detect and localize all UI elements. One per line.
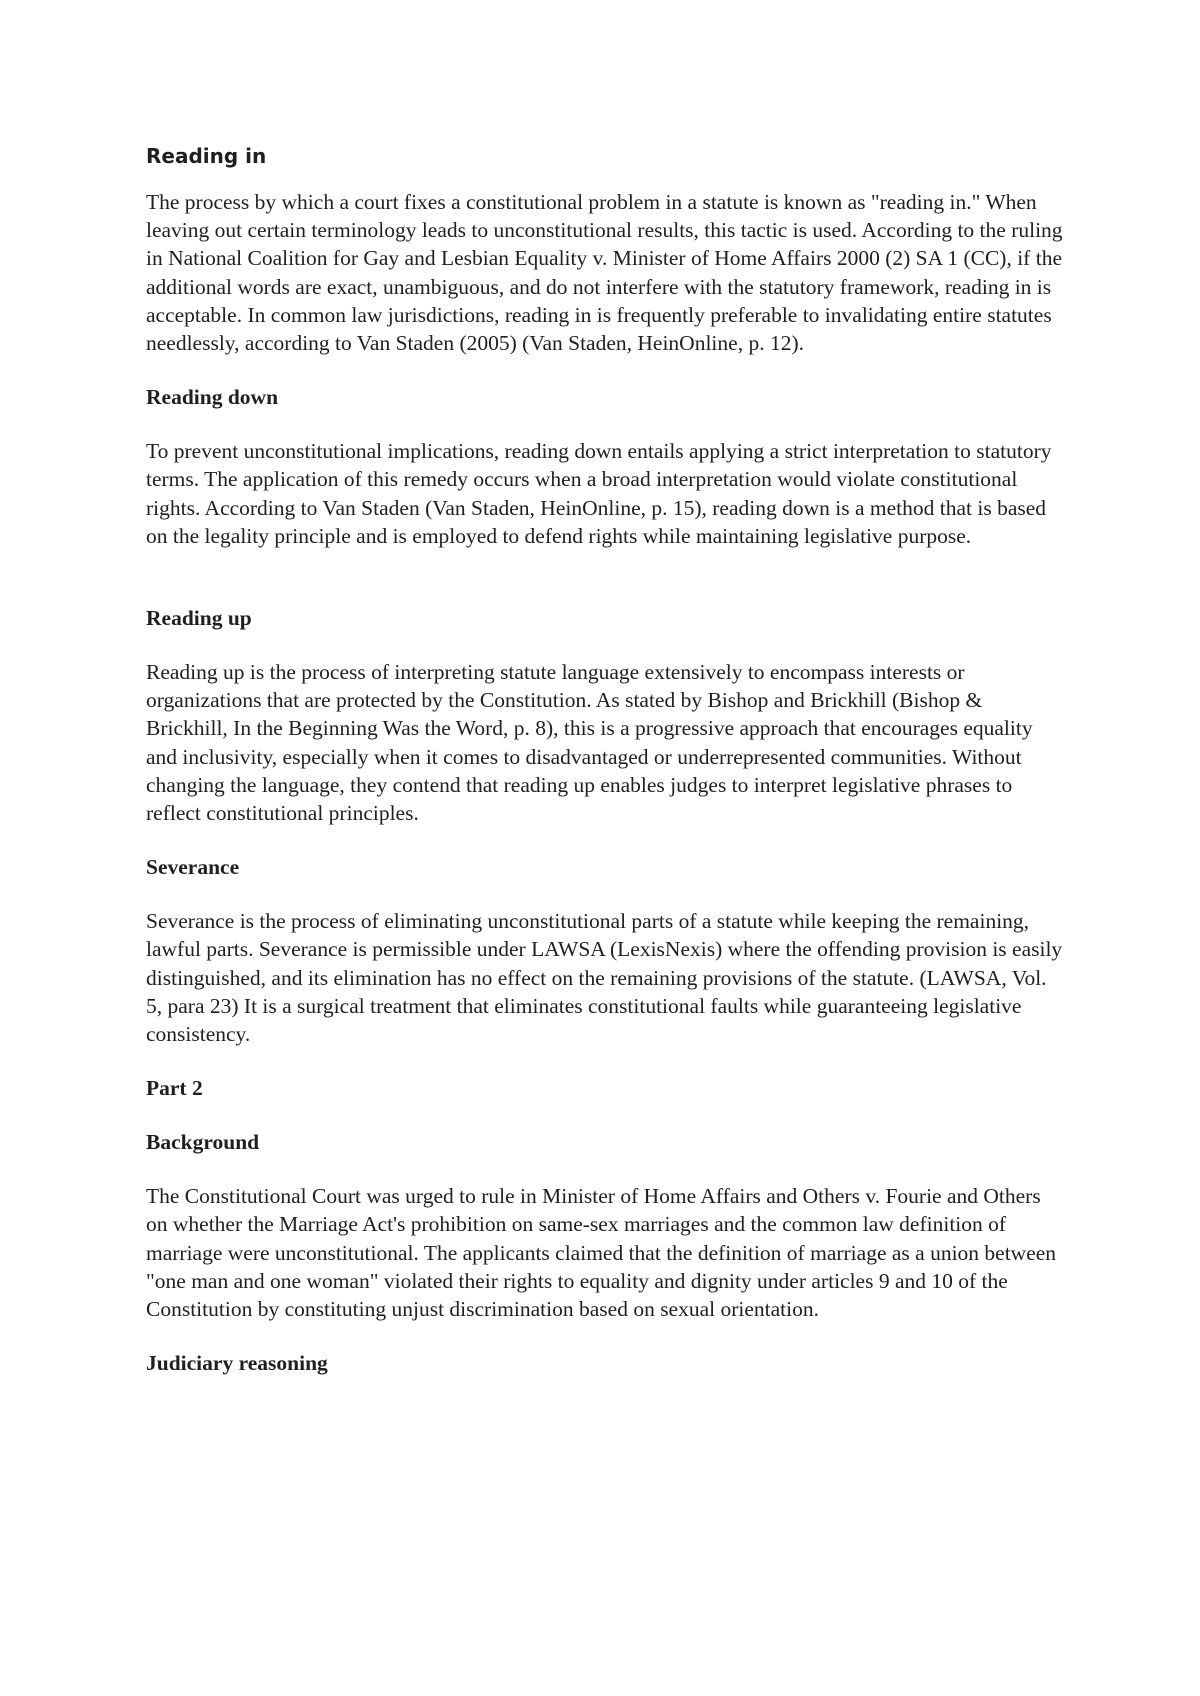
heading-background: Background [146,1130,260,1155]
paragraph-reading-up: Reading up is the process of interpreting statute language extensively to encompass interests or organizations that are protected by the Constitution. As stated by Bishop and Brickhill (Bishop & Brickhill, In the Beginning Was the Word, p. 8), this is a progressive approach that encourages equality and inclusivity, especially when it comes to disadvantaged or underrepresented communities. Without changing the language, they contend that reading up enables judges to interpret legislative phrases to reflect constitutional principles. [146,660,1033,826]
heading-reading-up: Reading up [146,606,252,631]
paragraph-reading-in: The process by which a court fixes a constitutional problem in a statute is known as "reading in." When leaving out certain terminology leads to unconstitutional results, this tactic is used. According to the ruling in National Coalition for Gay and Lesbian Equality v. Minister of Home Affairs 2000 (2) SA 1 (CC), if the additional words are exact, unambiguous, and do not interfere with the statutory framework, reading in is acceptable. In common law jurisdictions, reading in is frequently preferable to invalidating entire statutes needlessly, according to Van Staden (2005) (Van Staden, HeinOnline, p. 12). [146,190,1063,356]
paragraph-background: The Constitutional Court was urged to rule in Minister of Home Affairs and Others v. Fourie and Others on whether the Marriage Act's prohibition on same-sex marriages and the common law definition of marriage were unconstitutional. The applicants claimed that the definition of marriage as a union between "one man and one woman" violated their rights to equality and dignity under articles 9 and 10 of the Constitution by constituting unjust discrimination based on sexual orientation. [146,1184,1057,1322]
paragraph-reading-down: To prevent unconstitutional implications, reading down entails applying a strict interpretation to statutory terms. The application of this remedy occurs when a broad interpretation would violate constitutional rights. According to Van Staden (Van Staden, HeinOnline, p. 15), reading down is a method that is based on the legality principle and is employed to defend rights while maintaining legislative purpose. [146,439,1052,548]
heading-judiciary-reasoning: Judiciary reasoning [146,1351,328,1376]
paragraph-severance: Severance is the process of eliminating unconstitutional parts of a statute while keeping the remaining, lawful parts. Severance is permissible under LAWSA (LexisNexis) where the offending provision is easily distinguished, and its elimination has no effect on the remaining provisions of the statute. (LAWSA, Vol. 5, para 23) It is a surgical treatment that eliminates constitutional faults while guaranteeing legislative consistency. [146,909,1063,1047]
heading-reading-in: Reading in [146,144,267,168]
heading-severance: Severance [146,855,240,880]
heading-part-2: Part 2 [146,1076,203,1101]
heading-reading-down: Reading down [146,385,279,410]
document-content [146,142,1066,1403]
